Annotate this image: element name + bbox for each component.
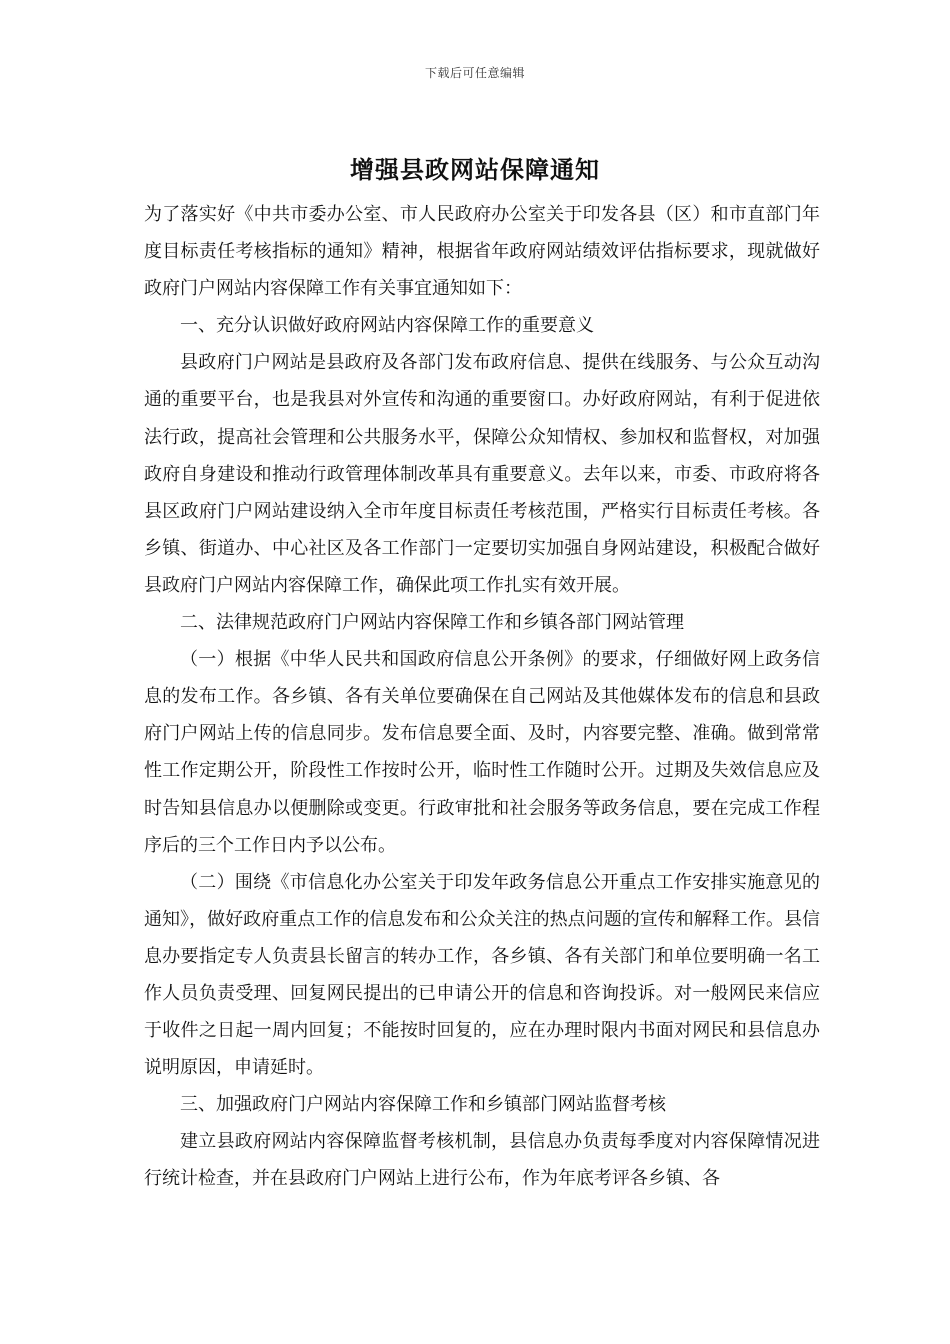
document-body bbox=[144, 196, 820, 1198]
header-note: 下载后可任意编辑 bbox=[424, 66, 525, 80]
section-heading-2: 二、法律规范政府门户网站内容保障工作和乡镇各部门网站管理 bbox=[180, 612, 684, 634]
paragraph-section-1: 县政府门户网站是县政府及各部门发布政府信息、提供在线服务、与公众互动沟通的重要平台，也是我县对外宣传和沟通的重要窗口。办好政府网站，有利于促进依法行政，提高社会管理和公共服务水平，保障公众知情权、参加权和监督权，对加强政府自身建设和推动行政管理体制改革具有重要意义。去年以来，市委、市政府将各县区政府门户网站建设纳入全市年度目标责任考核范围，严格实行目标责任考核。各乡镇、街道办、中心社区及各工作部门一定要切实加强自身网站建设，积极配合做好县政府门户网站内容保障工作，确保此项工作扎实有效开展。 bbox=[144, 352, 820, 596]
paragraph-section-3: 建立县政府网站内容保障监督考核机制，县信息办负责每季度对内容保障情况进行统计检查，并在县政府门户网站上进行公布，作为年底考评各乡镇、各 bbox=[144, 1131, 820, 1190]
section-heading-3: 三、加强政府门户网站内容保障工作和乡镇部门网站监督考核 bbox=[180, 1094, 666, 1116]
section-heading-1: 一、充分认识做好政府网站内容保障工作的重要意义 bbox=[180, 315, 594, 337]
paragraph-intro: 为了落实好《中共市委办公室、市人民政府办公室关于印发各县（区）和市直部门年度目标责任考核指标的通知》精神，根据省年政府网站绩效评估指标要求，现就做好政府门户网站内容保障工作有关事宜通知如下： bbox=[144, 204, 820, 300]
paragraph-section-2-item-2: （二）围绕《市信息化办公室关于印发年政务信息公开重点工作安排实施意见的通知》，做好政府重点工作的信息发布和公众关注的热点问题的宣传和解释工作。县信息办要指定专人负责县长留言的转办工作，各乡镇、各有关部门和单位要明确一名工作人员负责受理、回复网民提出的已申请公开的信息和咨询投诉。对一般网民来信应于收件之日起一周内回复；不能按时回复的，应在办理时限内书面对网民和县信息办说明原因，申请延时。 bbox=[144, 871, 820, 1079]
document-title: 增强县政网站保障通知 bbox=[350, 155, 600, 184]
paragraph-section-2-item-1: （一）根据《中华人民共和国政府信息公开条例》的要求，仔细做好网上政务信息的发布工作。各乡镇、各有关单位要确保在自己网站及其他媒体发布的信息和县政府门户网站上传的信息同步。发布信息要全面、及时，内容要完整、准确。做到常常性工作定期公开，阶段性工作按时公开，临时性工作随时公开。过期及失效信息应及时告知县信息办以便删除或变更。行政审批和社会服务等政务信息，要在完成工作程序后的三个工作日内予以公布。 bbox=[144, 649, 820, 856]
